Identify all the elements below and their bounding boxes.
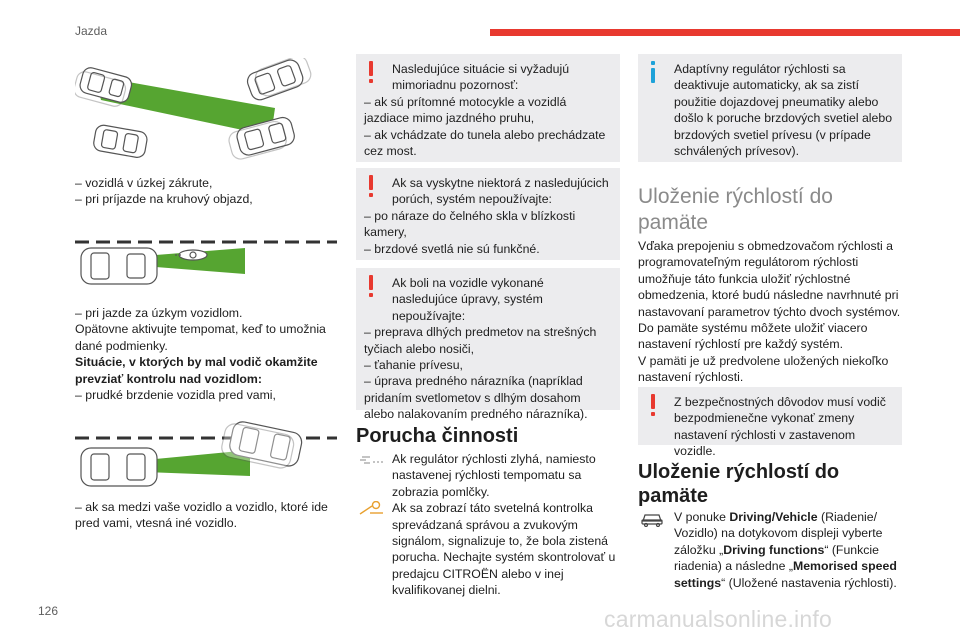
warning-exclamation-icon xyxy=(364,61,378,83)
warning-exclamation-icon xyxy=(364,175,378,197)
warning-box-attention xyxy=(356,54,620,162)
list-item: – vozidlá v úzkej zákrute, xyxy=(75,176,213,190)
list-item: – pri jazde za úzkym vozidlom. xyxy=(75,306,243,320)
memorised-speeds-step xyxy=(638,509,902,591)
car-icon xyxy=(81,420,303,486)
list-item: – prudké brzdenie vozidla pred vami, xyxy=(75,388,276,403)
info-icon xyxy=(646,61,660,83)
step-text xyxy=(638,509,902,591)
list-item: – ak vchádzate do tunela alebo prechádzate cez most. xyxy=(364,127,606,159)
box-intro: Nasledujúce situácie si vyžadujú mimoriadnu pozornosť: xyxy=(392,62,570,93)
page-number: 126 xyxy=(38,604,59,618)
info-box-auto-deactivation xyxy=(638,54,902,162)
step-pre: V ponuke xyxy=(674,510,730,524)
wrench-warning-icon xyxy=(358,501,384,517)
warning-box-modifications xyxy=(356,268,620,422)
list-item: – ak sa medzi vaše vozidlo a vozidlo, ktoré ide pred vami, vtesná iné vozidlo. xyxy=(75,500,328,531)
heading-malfunction: Porucha činnosti xyxy=(356,425,519,447)
list-item: – ťahanie prívesu, xyxy=(364,358,463,373)
paragraph: Opätovne aktivujte tempomat, keď to umožnia dané podmienky. xyxy=(75,322,326,353)
fault-paragraph: Ak sa zobrazí táto svetelná kontrolka sprevádzaná správou a zvukovým signálom, signalizuje to, že bola zistená porucha. Nechajte systém skontrolovať u predajcu CITROËN alebo v inej kvalifikovanej dielni. xyxy=(392,501,616,598)
illustration-cut-in xyxy=(75,420,337,496)
step-mid: “ (Funkcie riadenia) a následne „ xyxy=(674,542,879,574)
watermark: carmanualsonline.info xyxy=(604,606,832,632)
section-title: Jazda xyxy=(75,24,108,38)
info-text: Adaptívny regulátor rýchlosti sa deaktivuje automaticky, ak sa zistí použitie dojazdovej pneumatiky alebo došlo k poruche brzdových svetiel alebo brzdových svetiel prívesu (v prípade schválených prívesov). xyxy=(674,62,893,159)
header-accent-bar xyxy=(490,29,960,36)
list-curve-situations xyxy=(75,175,337,208)
cut-in-text xyxy=(75,499,337,532)
warning-exclamation-icon xyxy=(364,275,378,297)
warning-box-faults xyxy=(356,168,620,260)
bold-heading: Situácie, v ktorých by mal vodič okamžite prevziať kontrolu nad vozidlom: xyxy=(75,355,318,386)
heading-memorised-speeds-bold: Uloženie rýchlostí do pamäte xyxy=(638,461,840,507)
list-item: – pri príjazde na kruhový objazd, xyxy=(75,192,253,207)
malfunction-text xyxy=(356,451,620,599)
memorised-speeds-paragraph: Vďaka prepojeniu s obmedzovačom rýchlosti a programovateľným regulátorom rýchlosti umožňuje táto funkcia uložiť rýchlostné obmedzenia, ktoré budú následne navrhnuté pri nastavovaní parametrov týchto dvoch systémov. Do pamäte systému môžete uložiť viacero nastavení rýchlostí pre každý systém. V pamäti je už predvolene uložených niekoľko nastavení rýchlosti. xyxy=(638,239,901,385)
narrow-vehicle-text xyxy=(75,305,337,403)
menu-driving-functions: Driving functions xyxy=(723,542,825,557)
car-icon xyxy=(81,248,157,284)
box-intro: Ak sa vyskytne niektorá z nasledujúcich porúch, systém nepoužívajte: xyxy=(392,176,609,207)
fault-paragraph: Ak regulátor rýchlosti zlyhá, namiesto nastavenej rýchlosti tempomatu sa zobrazia pomlčky. xyxy=(392,452,596,499)
menu-driving-vehicle: Driving/Vehicle xyxy=(729,510,818,524)
warning-exclamation-icon xyxy=(646,394,660,416)
warning-box-safety xyxy=(638,387,902,459)
illustration-curve xyxy=(75,58,337,170)
heading-memorised-speeds: Uloženie rýchlostí do pamäte xyxy=(638,185,833,234)
list-item: – ak sú prítomné motocykle a vozidlá jazdiace mimo jazdného pruhu, xyxy=(364,94,567,126)
list-item: – po náraze do čelného skla v blízkosti kamery, xyxy=(364,208,576,240)
step-end: “ (Uložené nastavenia rýchlosti). xyxy=(721,575,897,590)
car-settings-icon xyxy=(640,511,666,527)
box-text: Z bezpečnostných dôvodov musí vodič bezpodmienečne vykonať zmeny nastavení rýchlosti v zastavenom vozidle. xyxy=(674,395,886,459)
box-intro: Ak boli na vozidle vykonané nasledujúce úpravy, systém nepoužívajte: xyxy=(392,276,544,323)
list-item: – brzdové svetlá nie sú funkčné. xyxy=(364,241,540,256)
speed-dashes-icon xyxy=(358,452,384,468)
list-item: – úprava predného nárazníka (napríklad pridaním svetlometov s dlhým dosahom alebo nalakovaním predného nárazníka). xyxy=(364,374,588,422)
step-mid: (Riadenie/ Vozidlo) na dotykovom displeji vyberte záložku „ xyxy=(674,510,883,557)
menu-memorised-speed-settings: Memorised speed settings xyxy=(674,559,897,590)
list-item: – preprava dlhých predmetov na strešných tyčiach alebo nosiči, xyxy=(364,325,597,356)
illustration-narrow-vehicle xyxy=(75,234,337,294)
